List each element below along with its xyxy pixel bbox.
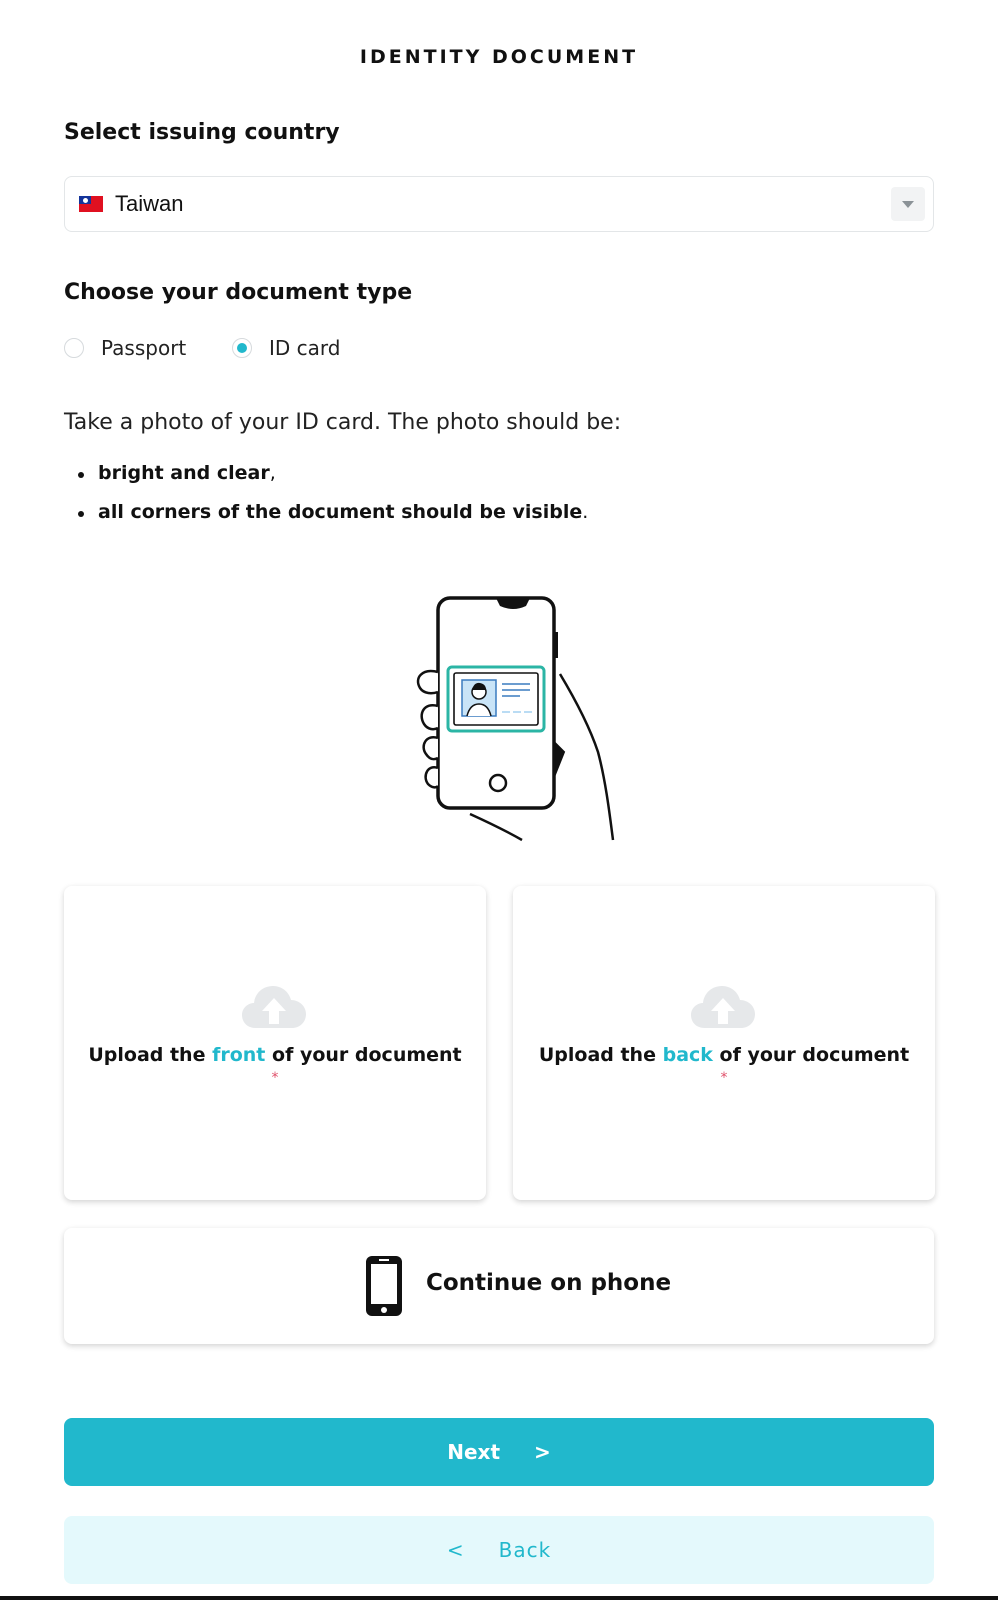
hand-holding-phone-illustration [410,592,630,842]
photo-requirements-list [64,462,588,540]
page-title: IDENTITY DOCUMENT [359,46,639,68]
upload-back-label: Upload the back of your document [538,1044,910,1066]
photo-instructions: Take a photo of your ID card. The photo should be: [64,410,622,435]
radio-button-id-card[interactable] [232,338,252,358]
radio-label-id-card[interactable]: ID card [269,336,341,360]
back-button-label: Back [498,1538,552,1562]
country-heading: Select issuing country [64,120,340,145]
upload-back-dropzone[interactable] [513,886,935,1200]
radio-label-passport[interactable]: Passport [101,336,187,360]
country-select-value: Taiwan [115,191,184,216]
upload-front-label: Upload the front of your document [88,1044,462,1066]
cloud-upload-icon [691,984,755,1030]
country-select[interactable] [64,176,934,232]
chevron-down-icon [902,201,914,208]
continue-on-phone-button[interactable] [64,1228,934,1344]
chevron-left-icon: < [446,1538,465,1562]
list-item: all corners of the document should be visible. [64,501,588,540]
document-type-heading: Choose your document type [64,280,413,305]
next-button-label: Next [447,1440,500,1464]
taiwan-flag-icon [79,196,103,212]
next-button[interactable] [64,1418,934,1486]
smartphone-icon [364,1254,404,1318]
cloud-upload-icon [242,984,306,1030]
dropdown-toggle[interactable] [891,187,925,221]
upload-front-dropzone[interactable] [64,886,486,1200]
radio-button-passport[interactable] [64,338,84,358]
bottom-border [0,1596,998,1600]
list-item: bright and clear, [64,462,588,501]
chevron-right-icon: > [534,1440,551,1464]
required-marker: * [720,1070,728,1086]
continue-on-phone-label: Continue on phone [426,1270,672,1296]
back-button[interactable] [64,1516,934,1584]
required-marker: * [271,1070,279,1086]
